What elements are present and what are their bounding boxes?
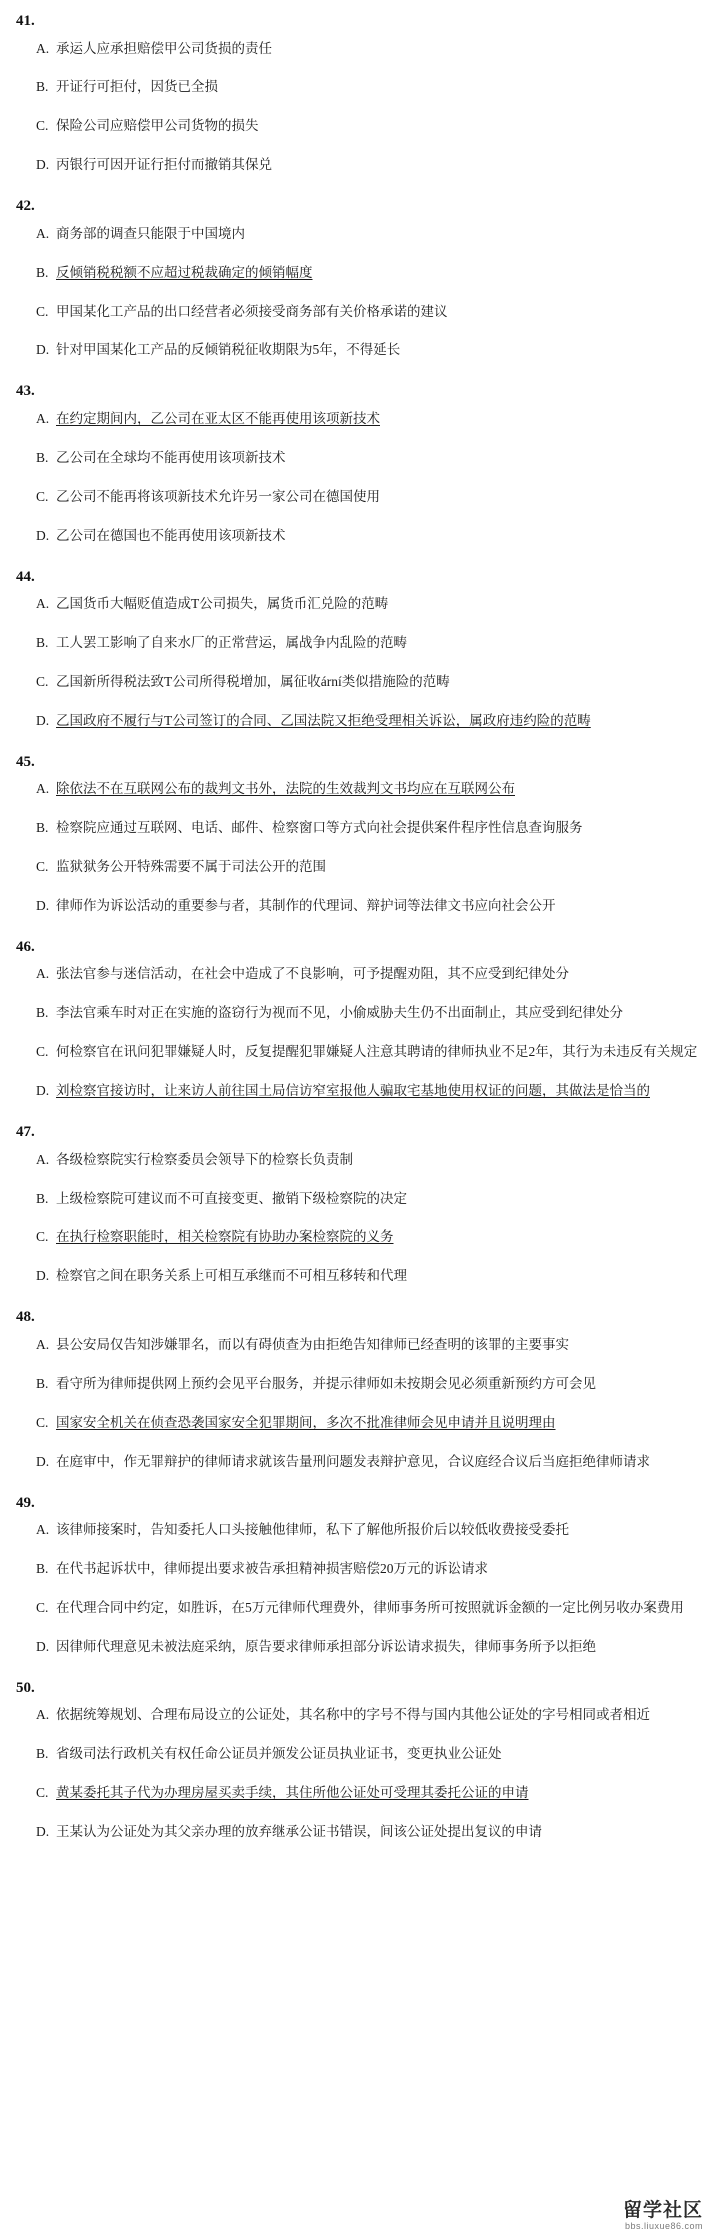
option-label: B. — [36, 1190, 49, 1206]
option-text: 反倾销税税额不应超过税裁确定的倾销幅度 — [56, 264, 313, 280]
option-text: 检察官之间在职务关系上可相互承继而不可相互移转和代理 — [56, 1268, 407, 1284]
option-label: A. — [36, 781, 50, 797]
answer-option[interactable] — [36, 439, 711, 478]
answer-option[interactable] — [36, 663, 711, 702]
option-label: A. — [36, 40, 50, 56]
option-label: D. — [36, 898, 50, 914]
option-text: 检察院应通过互联网、电话、邮件、检察窗口等方式向社会提供案件程序性信息查询服务 — [56, 820, 583, 836]
option-label: B. — [36, 1005, 49, 1021]
option-label: C. — [36, 1229, 49, 1245]
option-text: 乙国新所得税法致T公司所得税增加，属征收ární类似措施险的范畴 — [56, 673, 450, 689]
option-label: A. — [36, 1522, 50, 1537]
option-label: D. — [36, 1823, 50, 1839]
answer-option[interactable] — [36, 400, 711, 439]
option-text: 乙国政府不履行与T公司签订的合同、乙国法院又拒绝受理相关诉讼，属政府违约险的范畴 — [56, 712, 591, 728]
answer-option[interactable] — [36, 478, 711, 517]
option-label: C. — [36, 303, 49, 319]
option-text: 保险公司应赔偿甲公司货物的损失 — [56, 118, 259, 134]
question-number: 41. — [16, 13, 35, 29]
answer-option[interactable] — [36, 770, 711, 809]
option-label: C. — [36, 1785, 49, 1801]
answer-option[interactable] — [36, 517, 711, 556]
option-label: C. — [36, 1599, 49, 1615]
option-label: B. — [36, 1746, 49, 1762]
option-label: B. — [36, 449, 49, 465]
answer-option[interactable] — [36, 1774, 711, 1813]
answer-option[interactable] — [36, 68, 711, 107]
answer-option[interactable] — [36, 1365, 711, 1404]
answer-option[interactable] — [36, 809, 711, 848]
option-text: 工人罢工影响了自来水厂的正常营运，属战争内乱险的范畴 — [56, 634, 407, 650]
option-label: B. — [36, 264, 49, 280]
option-label: A. — [36, 410, 50, 426]
question-block — [0, 926, 711, 1111]
answer-option[interactable] — [36, 30, 711, 69]
option-text: 针对甲国某化工产品的反倾销税征收期限为5年，不得延长 — [56, 342, 401, 358]
answer-option[interactable] — [36, 994, 711, 1033]
question-number: 49. — [16, 1494, 35, 1511]
option-text: 省级司法行政机关有权任命公证员并颁发公证员执业证书，变更执业公证处 — [56, 1746, 502, 1762]
question-number: 50. — [16, 1679, 35, 1696]
option-text: 乙国货币大幅贬值造成T公司损失，属货币汇兑险的范畴 — [56, 596, 389, 612]
answer-option[interactable] — [36, 1735, 711, 1774]
option-text: 在庭审中，作无罪辩护的律师请求就该告量刑问题发表辩护意见，合议庭经合议后当庭拒绝律师请求 — [56, 1453, 650, 1469]
answer-option[interactable] — [36, 1589, 711, 1628]
question-number: 46. — [16, 938, 35, 955]
option-label: A. — [36, 1707, 50, 1723]
answer-option[interactable] — [36, 1257, 711, 1296]
option-text: 丙银行可因开证行拒付而撤销其保兑 — [56, 157, 272, 173]
answer-option[interactable] — [36, 1511, 711, 1550]
question-block — [0, 1111, 711, 1296]
answer-option[interactable] — [36, 702, 711, 741]
option-label: C. — [36, 673, 49, 689]
option-text: 李法官乘车时对正在实施的盗窃行为视而不见，小偷威胁夫生仍不出面制止，其应受到纪律处分 — [56, 1005, 623, 1021]
question-number: 43. — [16, 383, 35, 400]
option-text: 在代书起诉状中，律师提出要求被告承担精神损害赔偿20万元的诉讼请求 — [56, 1560, 488, 1576]
answer-option[interactable] — [36, 215, 711, 254]
option-label: C. — [36, 118, 49, 134]
option-label: B. — [36, 634, 49, 650]
question-number: 48. — [16, 1309, 35, 1326]
option-text: 承运人应承担赔偿甲公司货损的责任 — [56, 40, 272, 56]
answer-option[interactable] — [36, 254, 711, 293]
question-number: 47. — [16, 1124, 35, 1141]
option-label: C. — [36, 1044, 49, 1060]
option-label: C. — [36, 1414, 49, 1430]
option-label: B. — [36, 79, 49, 95]
answer-option[interactable] — [36, 1326, 711, 1365]
answer-option[interactable] — [36, 955, 711, 994]
option-text: 刘检察官接访时，让来访人前往国土局信访窄室报他人骗取宅基地使用权证的问题，其做法是恰当的 — [56, 1083, 650, 1099]
option-label: B. — [36, 1375, 49, 1391]
option-label: D. — [36, 1268, 50, 1284]
answer-option[interactable] — [36, 1141, 711, 1180]
question-number: 45. — [16, 753, 35, 770]
answer-option[interactable] — [36, 624, 711, 663]
question-block — [0, 0, 711, 185]
option-text: 依据统筹规划、合理布局设立的公证处，其名称中的字号不得与国内其他公证处的字号相同或者相近 — [56, 1707, 650, 1723]
question-block — [0, 1667, 711, 1852]
option-text: 各级检察院实行检察委员会领导下的检察长负责制 — [56, 1151, 353, 1167]
answer-option[interactable] — [36, 1813, 711, 1852]
option-text: 乙公司在德国也不能再使用该项新技术 — [56, 527, 286, 543]
option-text: 王某认为公证处为其父亲办理的放弃继承公证书错误，间该公证处提出复议的申请 — [56, 1823, 542, 1839]
option-label: A. — [36, 225, 50, 241]
answer-option[interactable] — [36, 107, 711, 146]
answer-option[interactable] — [36, 1404, 711, 1443]
option-label: D. — [36, 712, 50, 728]
option-label: C. — [36, 488, 49, 504]
option-label: D. — [36, 157, 50, 173]
answer-option[interactable] — [36, 146, 711, 185]
answer-option[interactable] — [36, 887, 711, 926]
option-text: 甲国某化工产品的出口经营者必须接受商务部有关价格承诺的建议 — [56, 303, 448, 319]
option-text: 国家安全机关在侦查恐袭国家安全犯罪期间，多次不批准律师会见申请并且说明理由 — [56, 1414, 556, 1430]
answer-option[interactable] — [36, 1072, 711, 1111]
option-label: A. — [36, 966, 50, 982]
option-label: D. — [36, 342, 50, 358]
answer-option[interactable] — [36, 331, 711, 370]
option-text: 乙公司不能再将该项新技术允许另一家公司在德国使用 — [56, 488, 380, 504]
option-label: D. — [36, 1638, 50, 1654]
option-text: 张法官参与迷信活动，在社会中造成了不良影响，可予提醒劝阻，其不应受到纪律处分 — [56, 966, 569, 982]
answer-option[interactable] — [36, 1550, 711, 1589]
question-number: 44. — [16, 568, 35, 585]
option-text: 除依法不在互联网公布的裁判文书外，法院的生效裁判文书均应在互联网公布 — [56, 781, 515, 797]
option-text: 在代理合同中约定，如胜诉，在5万元律师代理费外，律师事务所可按照就诉金额的一定比例另收办案费用 — [56, 1599, 684, 1615]
question-block — [0, 1296, 711, 1481]
answer-option[interactable] — [36, 1443, 711, 1482]
answer-option[interactable] — [36, 1218, 711, 1257]
question-block — [0, 185, 711, 370]
option-label: A. — [36, 596, 50, 612]
option-text: 商务部的调查只能限于中国境内 — [56, 225, 245, 241]
option-label: A. — [36, 1151, 50, 1167]
option-text: 何检察官在讯问犯罪嫌疑人时，反复提醒犯罪嫌疑人注意其聘请的律师执业不足2年，其行为未违反有关规定 — [56, 1044, 698, 1060]
option-text: 黄某委托其子代为办理房屋买卖手续，其住所他公证处可受理其委托公证的申请 — [56, 1785, 529, 1801]
watermark-title: 留学社区 — [622, 2199, 703, 2221]
question-number: 42. — [16, 198, 35, 215]
question-block — [0, 370, 711, 555]
option-text: 县公安局仅告知涉嫌罪名，而以有碍侦查为由拒绝告知律师已经查明的该罪的主要事实 — [56, 1336, 569, 1352]
option-text: 律师作为诉讼活动的重要参与者，其制作的代理词、辩护词等法律文书应向社会公开 — [56, 898, 556, 914]
option-text: 开证行可拒付，因货已全损 — [56, 79, 218, 95]
answer-option[interactable] — [36, 1180, 711, 1219]
option-text: 上级检察院可建议而不可直接变更、撤销下级检察院的决定 — [56, 1190, 407, 1206]
option-label: C. — [36, 859, 49, 875]
answer-option[interactable] — [36, 848, 711, 887]
question-block — [0, 1482, 711, 1667]
option-label: D. — [36, 1453, 50, 1469]
answer-option[interactable] — [36, 1696, 711, 1735]
option-label: A. — [36, 1336, 50, 1352]
watermark — [623, 2201, 703, 2231]
option-text: 看守所为律师提供网上预约会见平台服务，并提示律师如未按期会见必须重新预约方可会见 — [56, 1375, 596, 1391]
option-label: D. — [36, 527, 50, 543]
watermark-url: bbs.liuxue86.com — [624, 2220, 703, 2231]
option-text: 在执行检察职能时，相关检察院有协助办案检察院的义务 — [56, 1229, 394, 1245]
option-label: B. — [36, 1560, 49, 1576]
option-text: 该律师接案时，告知委托人口头接触他律师，私下了解他所报价后以较低收费接受委托 — [56, 1522, 569, 1537]
option-text: 监狱狱务公开特殊需要不属于司法公开的范围 — [56, 859, 326, 875]
answer-option[interactable] — [36, 1628, 711, 1667]
question-block — [0, 741, 711, 926]
answer-option[interactable] — [36, 585, 711, 624]
answer-option[interactable] — [36, 1033, 711, 1072]
question-block — [0, 556, 711, 741]
answer-option[interactable] — [36, 293, 711, 332]
option-label: B. — [36, 820, 49, 836]
option-text: 在约定期间内，乙公司在亚太区不能再使用该项新技术 — [56, 410, 380, 426]
option-label: D. — [36, 1083, 50, 1099]
option-text: 因律师代理意见未被法庭采纳，原告要求律师承担部分诉讼请求损失，律师事务所予以拒绝 — [56, 1638, 596, 1654]
option-text: 乙公司在全球均不能再使用该项新技术 — [56, 449, 286, 465]
